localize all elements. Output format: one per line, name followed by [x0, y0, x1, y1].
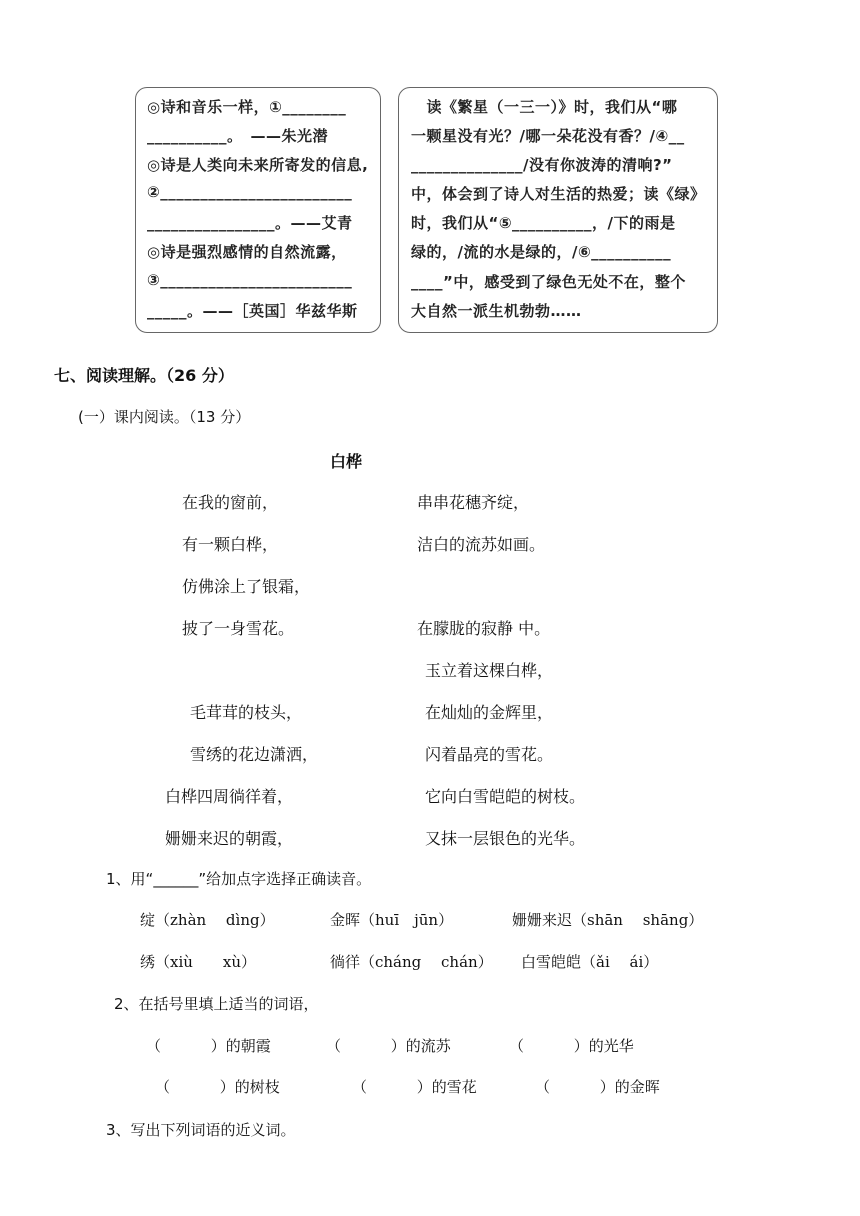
subsection-title: (一）课内阅读。（13 分）	[78, 408, 251, 426]
fill-blank-item: （ ）的流苏	[326, 1037, 451, 1055]
question-3-prompt: 3、写出下列词语的近义词。	[106, 1121, 296, 1139]
left-box-line: ③________________________	[147, 271, 353, 289]
pinyin-option: 金晖（huī jūn）	[330, 911, 454, 929]
right-box-line: ____”中，感受到了绿色无处不在，整个	[411, 273, 686, 291]
right-box-line: ______________/没有你波涛的清响?”	[411, 156, 673, 174]
right-box-line: 绿的，/流的水是绿的，/⑥__________	[411, 243, 672, 261]
right-box-line: 读《繁星（一三一）》时，我们从“哪	[411, 98, 678, 116]
poem-line: 在我的窗前，	[182, 493, 279, 512]
right-box-line: 大自然一派生机勃勃……	[411, 302, 582, 320]
quote-box-right	[398, 87, 718, 333]
poem-line: 在朦胧的寂静 中。	[417, 619, 551, 638]
fill-blank-item: （ ）的金晖	[535, 1078, 660, 1096]
section-title: 七、阅读理解。（26 分）	[54, 366, 234, 385]
pinyin-option: 白雪皑皑（ǎi ái）	[521, 953, 659, 971]
poem-line: 披了一身雪花。	[182, 619, 295, 638]
left-box-line: ◎诗和音乐一样，①________	[147, 98, 347, 116]
pinyin-option: 绽（zhàn dìng）	[140, 911, 275, 929]
pinyin-option: 姗姗来迟（shān shāng）	[512, 911, 704, 929]
poem-line: 闪着晶亮的雪花。	[425, 745, 554, 764]
left-box-line: _____。——［英国］华兹华斯	[147, 302, 358, 320]
poem-line: 又抹一层银色的光华。	[425, 829, 586, 848]
poem-line: 白桦四周徜徉着，	[165, 787, 294, 806]
fill-blank-item: （ ）的雪花	[352, 1078, 477, 1096]
poem-line: 雪绣的花边潇洒，	[190, 745, 319, 764]
poem-title: 白桦	[330, 452, 363, 471]
right-box-line: 一颗星没有光？/哪一朵花没有香？/④__	[411, 127, 685, 145]
fill-blank-item: （ ）的光华	[509, 1037, 634, 1055]
poem-line: 玉立着这棵白桦，	[425, 661, 554, 680]
left-box-line: __________。 ——朱光潜	[147, 127, 329, 145]
question-1-prompt: 1、用“______”给加点字选择正确读音。	[106, 870, 372, 888]
left-box-line: ◎诗是强烈感情的自然流露，	[147, 243, 347, 261]
quote-box-left	[135, 87, 381, 333]
poem-line: 在灿灿的金辉里，	[425, 703, 554, 722]
fill-blank-item: （ ）的朝霞	[146, 1037, 271, 1055]
poem-line: 串串花穗齐绽，	[417, 493, 530, 512]
poem-line: 姗姗来迟的朝霞，	[165, 829, 294, 848]
poem-line: 有一颗白桦，	[182, 535, 279, 554]
left-box-line: ②________________________	[147, 183, 353, 201]
poem-line: 它向白雪皑皑的树枝。	[425, 787, 586, 806]
poem-line: 洁白的流苏如画。	[417, 535, 546, 554]
right-box-line: 中，体会到了诗人对生活的热爱；读《绿》	[411, 185, 706, 203]
left-box-line: ◎诗是人类向未来所寄发的信息,	[147, 156, 369, 174]
pinyin-option: 绣（xiù xù）	[140, 953, 257, 971]
poem-line: 仿佛涂上了银霜，	[182, 577, 311, 596]
pinyin-option: 徜徉（cháng chán）	[330, 953, 493, 971]
question-2-prompt: 2、在括号里填上适当的词语，	[114, 995, 319, 1013]
poem-line: 毛茸茸的枝头，	[190, 703, 303, 722]
left-box-line: ________________。——艾青	[147, 214, 353, 232]
right-box-line: 时，我们从“⑤__________，/下的雨是	[411, 214, 676, 232]
fill-blank-item: （ ）的树枝	[155, 1078, 280, 1096]
